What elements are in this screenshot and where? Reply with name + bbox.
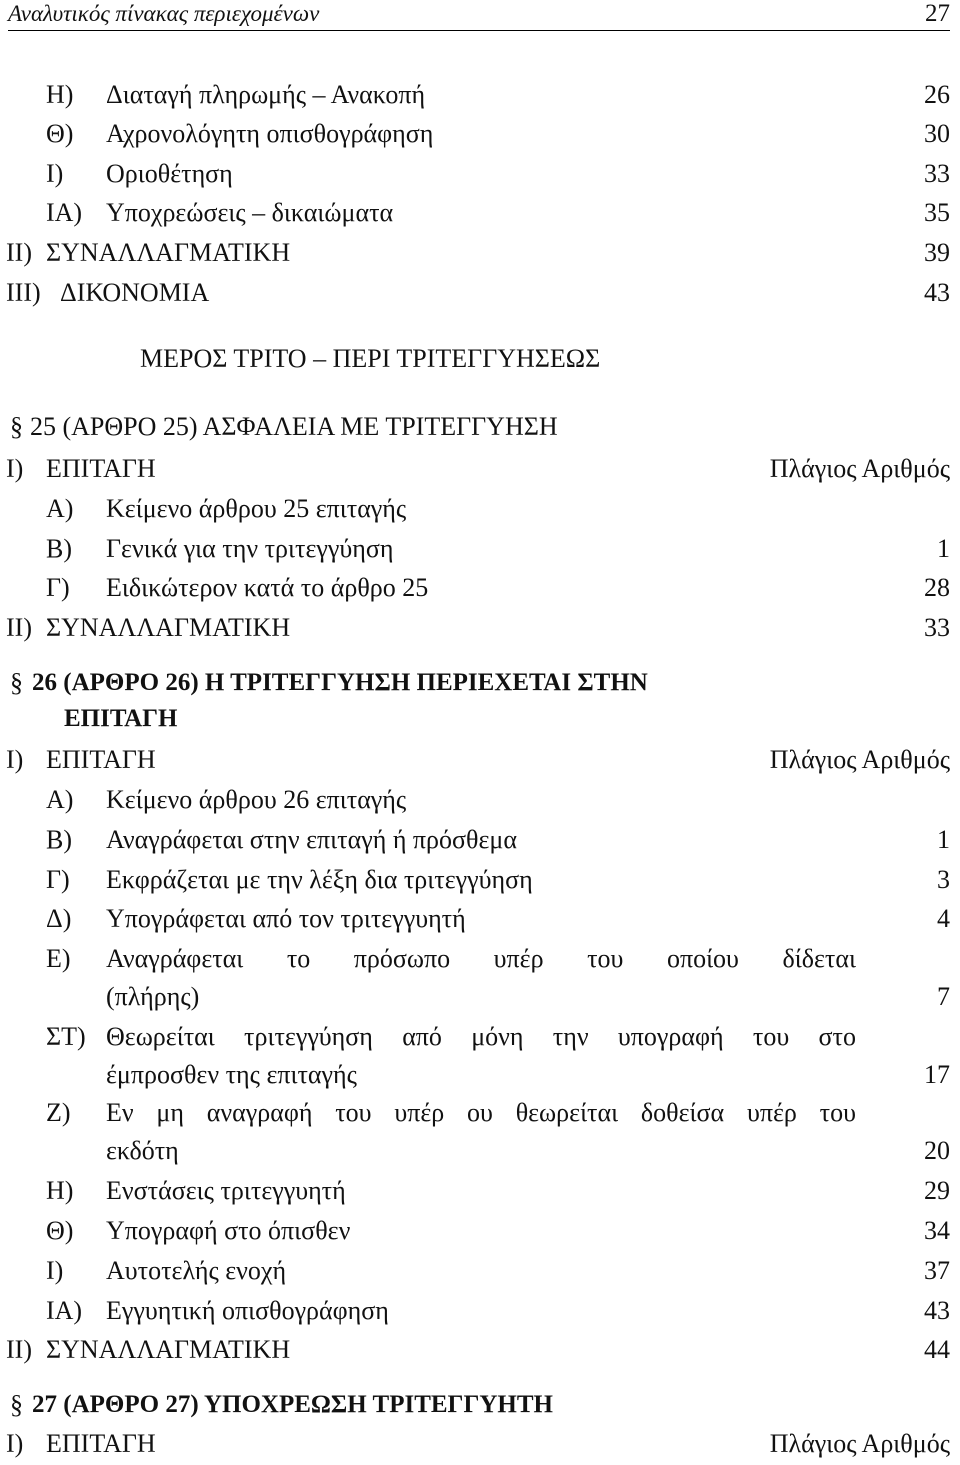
toc-entry-cont [0, 1055, 960, 1095]
margin-number-note: Πλάγιος Αριθμός [769, 454, 950, 483]
entry-label: Γ) [46, 865, 70, 894]
section-symbol: § [10, 1390, 23, 1419]
entry-label: Ζ) [46, 1098, 71, 1127]
word: δοθείσα [640, 1098, 725, 1127]
word: από [402, 1022, 442, 1051]
entry-page: 37 [924, 1256, 950, 1285]
entry-label: Α) [46, 494, 74, 523]
toc-entry [0, 529, 960, 569]
word: Εν [106, 1098, 134, 1127]
entry-text: ΕΠΙΤΑΓΗ [46, 1429, 156, 1458]
entry-text: ΕΠΙΤΑΓΗ [46, 454, 156, 483]
entry-text: Υποχρεώσεις – δικαιώματα [106, 198, 394, 227]
word: υπέρ [746, 1098, 797, 1127]
word: την [552, 1022, 589, 1051]
entry-text-cont: (πλήρης) [106, 982, 200, 1011]
entry-label: Ε) [46, 944, 71, 973]
entry-page: 43 [924, 278, 950, 307]
toc-entry [0, 449, 960, 489]
toc-entry [0, 1171, 960, 1211]
entry-label: ΙΑ) [46, 1296, 83, 1325]
toc-entry [0, 114, 960, 154]
entry-text: Αχρονολόγητη οπισθογράφηση [106, 119, 434, 148]
entry-page: 7 [937, 982, 950, 1011]
section-symbol: § [10, 412, 23, 441]
entry-text: ΣΥΝΑΛΛΑΓΜΑΤΙΚΗ [46, 1335, 291, 1364]
entry-page: 3 [937, 865, 950, 894]
word: του [752, 1022, 790, 1051]
header-page-number: 27 [925, 0, 950, 27]
entry-label: Ι) [46, 159, 64, 188]
word: μη [156, 1098, 184, 1127]
entry-label: ΙΙ) [6, 238, 32, 267]
entry-text: ΕΠΙΤΑΓΗ [46, 745, 156, 774]
toc-entry [0, 1093, 960, 1133]
toc-entry [0, 1211, 960, 1251]
entry-page: 1 [937, 534, 950, 563]
entry-label: Γ) [46, 573, 70, 602]
entry-text: Κείμενο άρθρου 25 επιταγής [106, 494, 407, 523]
entry-page: 43 [924, 1296, 950, 1325]
word: μόνη [471, 1022, 524, 1051]
word: Αναγράφεται [106, 944, 244, 973]
entry-label: Η) [46, 1176, 74, 1205]
entry-text [106, 939, 856, 979]
toc-entry [0, 193, 960, 233]
entry-text: Υπογραφή στο όπισθεν [106, 1216, 351, 1245]
entry-text [106, 1093, 856, 1133]
entry-label: ΙΑ) [46, 198, 83, 227]
entry-label: Δ) [46, 904, 72, 933]
toc-entry [0, 608, 960, 648]
word: θεωρείται [515, 1098, 619, 1127]
section-title: 26 (ΑΡΘΡΟ 26) Η ΤΡΙΤΕΓΓΥΗΣΗ ΠΕΡΙΕΧΕΤΑΙ ΣΤΗΝ [32, 669, 648, 696]
word: υπέρ [394, 1098, 445, 1127]
entry-text: ΔΙΚΟΝΟΜΙΑ [60, 278, 210, 307]
entry-label: Ι) [6, 745, 24, 774]
section-title: 27 (ΑΡΘΡΟ 27) ΥΠΟΧΡΕΩΣΗ ΤΡΙΤΕΓΓΥΗΤΗ [32, 1391, 553, 1418]
entry-page: 33 [924, 159, 950, 188]
entry-page: 17 [924, 1060, 950, 1089]
word: του [587, 944, 624, 973]
entry-page: 28 [924, 573, 950, 602]
entry-text: Γενικά για την τριτεγγύηση [106, 534, 394, 563]
entry-text: Εγγυητική οπισθογράφηση [106, 1296, 389, 1325]
toc-entry [0, 489, 960, 529]
entry-text: Υπογράφεται από τον τριτεγγυητή [106, 904, 466, 933]
entry-text: Εκφράζεται με την λέξη δια τριτεγγύηση [106, 865, 533, 894]
entry-text-cont: έμπροσθεν της επιταγής [106, 1060, 357, 1089]
entry-text [106, 1017, 856, 1057]
toc-entry-cont [0, 977, 960, 1017]
toc-entry [0, 740, 960, 780]
entry-label: ΙΙΙ) [6, 278, 41, 307]
toc-entry [0, 233, 960, 273]
entry-text: ΣΥΝΑΛΛΑΓΜΑΤΙΚΗ [46, 613, 291, 642]
entry-text: Διαταγή πληρωμής – Ανακοπή [106, 80, 426, 109]
toc-entry [0, 1330, 960, 1370]
section-title-cont: ΕΠΙΤΑΓΗ [64, 705, 178, 732]
toc-entry [0, 780, 960, 820]
entry-page: 34 [924, 1216, 950, 1245]
entry-text: Κείμενο άρθρου 26 επιταγής [106, 785, 407, 814]
toc-entry-cont [0, 1131, 960, 1171]
entry-page: 30 [924, 119, 950, 148]
entry-label: Ι) [6, 454, 24, 483]
word: τριτεγγύηση [244, 1022, 373, 1051]
entry-text: Οριοθέτηση [106, 159, 233, 188]
margin-number-note: Πλάγιος Αριθμός [769, 745, 950, 774]
entry-page: 26 [924, 80, 950, 109]
entry-page: 35 [924, 198, 950, 227]
entry-label: Β) [46, 534, 72, 563]
toc-entry [0, 568, 960, 608]
entry-label: ΙΙ) [6, 613, 32, 642]
toc-entry [0, 899, 960, 939]
running-header [8, 0, 950, 31]
entry-label: Η) [46, 80, 74, 109]
toc-entry [0, 939, 960, 979]
entry-page: 39 [924, 238, 950, 267]
word: Θεωρείται [106, 1022, 215, 1051]
entry-page: 1 [937, 825, 950, 854]
word: δίδεται [782, 944, 856, 973]
entry-label: Θ) [46, 119, 74, 148]
word: ου [467, 1098, 493, 1127]
entry-label: ΙΙ) [6, 1335, 32, 1364]
toc-entry [0, 154, 960, 194]
entry-label: ΣΤ) [46, 1022, 86, 1051]
margin-number-note: Πλάγιος Αριθμός [769, 1429, 950, 1458]
word: στο [818, 1022, 856, 1051]
part-heading: ΜΕΡΟΣ ΤΡΙΤΟ – ΠΕΡΙ ΤΡΙΤΕΓΓΥΗΣΕΩΣ [140, 344, 601, 373]
word: υπογραφή [617, 1022, 724, 1051]
toc-entry [0, 1017, 960, 1057]
word: πρόσωπο [353, 944, 451, 973]
word: το [286, 944, 311, 973]
entry-text: ΣΥΝΑΛΛΑΓΜΑΤΙΚΗ [46, 238, 291, 267]
toc-entry [0, 1251, 960, 1291]
entry-page: 33 [924, 613, 950, 642]
entry-page: 29 [924, 1176, 950, 1205]
entry-label: Ι) [46, 1256, 64, 1285]
entry-label: Α) [46, 785, 74, 814]
entry-text: Ενστάσεις τριτεγγυητή [106, 1176, 346, 1205]
toc-entry [0, 75, 960, 115]
entry-text: Αυτοτελής ενοχή [106, 1256, 287, 1285]
entry-text-cont: εκδότη [106, 1136, 179, 1165]
entry-page: 20 [924, 1136, 950, 1165]
word: αναγραφή [206, 1098, 313, 1127]
toc-entry [0, 860, 960, 900]
toc-entry [0, 820, 960, 860]
toc-entry [0, 1291, 960, 1331]
word: υπέρ [493, 944, 544, 973]
word: του [335, 1098, 372, 1127]
entry-label: Ι) [6, 1429, 24, 1458]
entry-page: 4 [937, 904, 950, 933]
header-title: Αναλυτικός πίνακας περιεχομένων [8, 1, 320, 26]
toc-entry [0, 1424, 960, 1464]
entry-label: Β) [46, 825, 72, 854]
section-title: 25 (ΑΡΘΡΟ 25) ΑΣΦΑΛΕΙΑ ΜΕ ΤΡΙΤΕΓΓΥΗΣΗ [30, 412, 558, 441]
toc-entry [0, 273, 960, 313]
section-symbol: § [10, 668, 23, 697]
word: οποίου [666, 944, 739, 973]
entry-text: Αναγράφεται στην επιταγή ή πρόσθεμα [106, 825, 517, 854]
entry-text: Ειδικώτερον κατά το άρθρο 25 [106, 573, 429, 602]
entry-page: 44 [924, 1335, 950, 1364]
word: του [819, 1098, 856, 1127]
entry-label: Θ) [46, 1216, 74, 1245]
